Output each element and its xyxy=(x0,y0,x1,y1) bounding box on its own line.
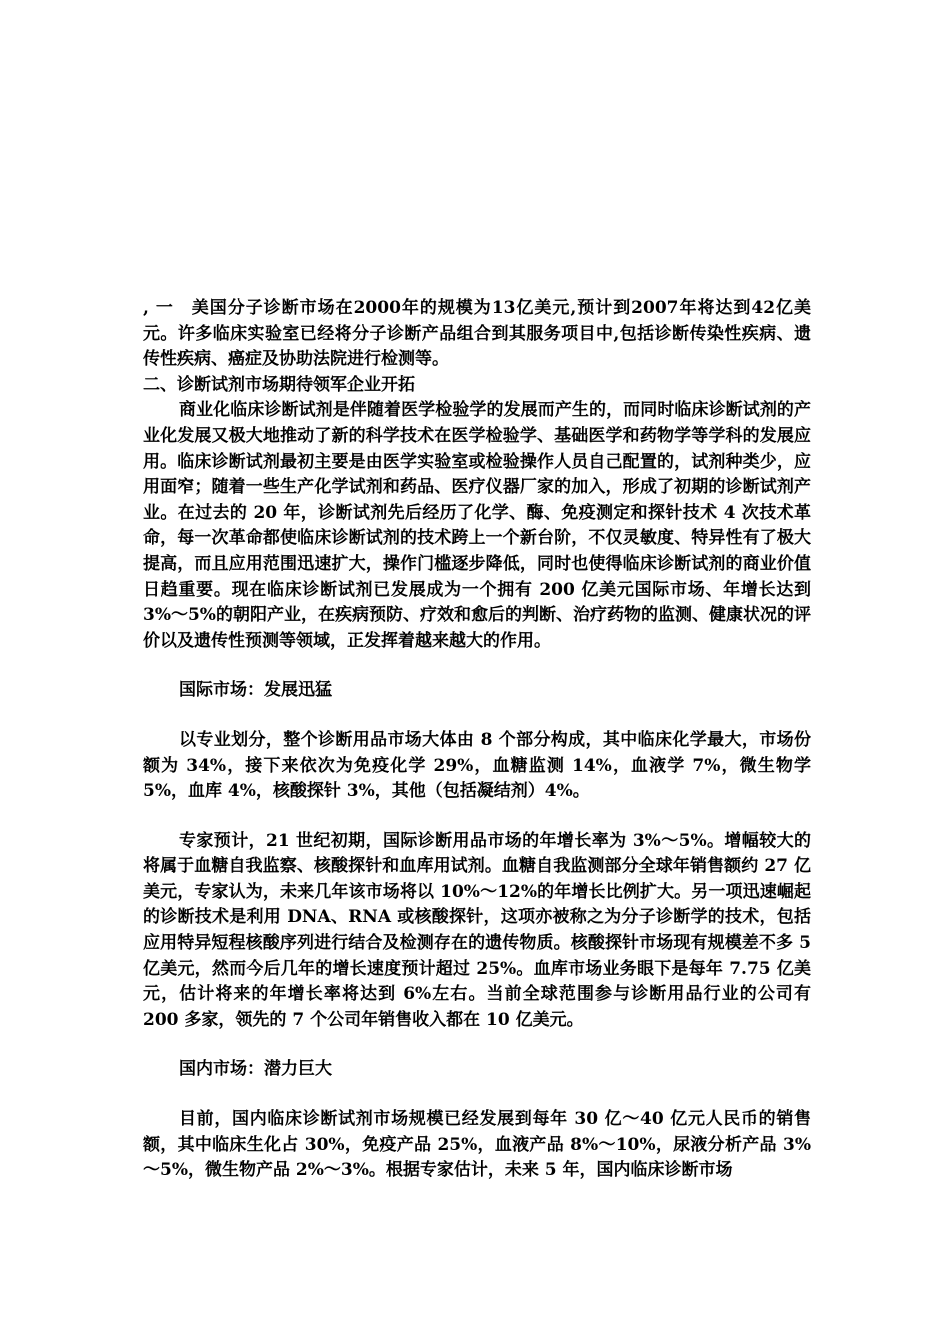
document-body xyxy=(143,296,811,1184)
paragraph-gap xyxy=(143,704,811,728)
paragraph-intro: , 一 美国分子诊断市场在2000年的规模为13亿美元,预计到2007年将达到42亿美元。许多临床实验室已经将分子诊断产品组合到其服务项目中,包括诊断传染性疾病、遗传性疾病、癌症及协助法院进行检测等。 xyxy=(143,298,811,370)
section-heading-two: 二、诊断试剂市场期待领军企业开拓 xyxy=(143,374,415,395)
paragraph-domestic-market: 目前，国内临床诊断试剂市场规模已经发展到每年 30 亿～40 亿元人民币的销售额，其中临床生化占 30%，免疫产品 25%，血液产品 8%～10%，尿液分析产品 3%～5%，微生物产品 2%～3%。根据专家估计，未来 5 年，国内临床诊断市场 xyxy=(143,1109,811,1181)
paragraph-gap xyxy=(143,1033,811,1057)
paragraph-gap xyxy=(143,654,811,678)
paragraph-gap xyxy=(143,1083,811,1107)
subheading-international-market: 国际市场：发展迅猛 xyxy=(179,680,332,701)
paragraph-market-segments: 以专业划分，整个诊断用品市场大体由 8 个部分构成，其中临床化学最大，市场份额为 34%，接下来依次为免疫化学 29%，血糖监测 14%，血液学 7%，微生物学 5%，血库 4%，核酸探针 3%，其他（包括凝结剂）4%。 xyxy=(143,729,811,802)
paragraph-commercial-reagents: 商业化临床诊断试剂是伴随着医学检验学的发展而产生的，而同时临床诊断试剂的产业化发展又极大地推动了新的科学技术在医学检验学、基础医学和药物学等学科的发展应用。临床诊断试剂最初主要是由医学实验室或检验操作人员自己配置的，试剂种类少，应用面窄；随着一些生产化学试剂和药品、医疗仪器厂家的加入，形成了初期的诊断试剂产业。在过去的 20 年，诊断试剂先后经历了化学、酶、免疫测定和探针技术 4 次技术革命，每一次革命都使临床诊断试剂的技术跨上一个新台阶，不仅灵敏度、特异性有了极大提高，而且应用范围迅速扩大，操作门槛逐步降低，同时也使得临床诊断试剂的商业价值日趋重要。现在临床诊断试剂已发展成为一个拥有 200 亿美元国际市场、年增长达到 3%～5%的朝阳产业，在疾病预防、疗效和愈后的判断、治疗药物的监测、健康状况的评价以及遗传性预测等领域，正发挥着越来越大的作用。 xyxy=(143,400,811,651)
paragraph-expert-forecast: 专家预计，21 世纪初期，国际诊断用品市场的年增长率为 3%～5%。增幅较大的将属于血糖自我监察、核酸探针和血库用试剂。血糖自我监测部分全球年销售额约 27 亿美元，专家认为，未来几年该市场将以 10%～12%的年增长比例扩大。另一项迅速崛起的诊断技术是利用 DNA、RNA 或核酸探针，这项亦被称之为分子诊断学的技术，包括应用特异短程核酸序列进行结合及检测存在的遗传物质。核酸探针市场现有规模差不多 5 亿美元，然而今后几年的增长速度预计超过 25%。血库市场业务眼下是每年 7.75 亿美元，估计将来的年增长率将达到 6%左右。当前全球范围参与诊断用品行业的公司有 200 多家，领先的 7 个公司年销售收入都在 10 亿美元。 xyxy=(143,830,811,1030)
paragraph-gap xyxy=(143,805,811,829)
subheading-domestic-market: 国内市场：潜力巨大 xyxy=(179,1059,332,1080)
